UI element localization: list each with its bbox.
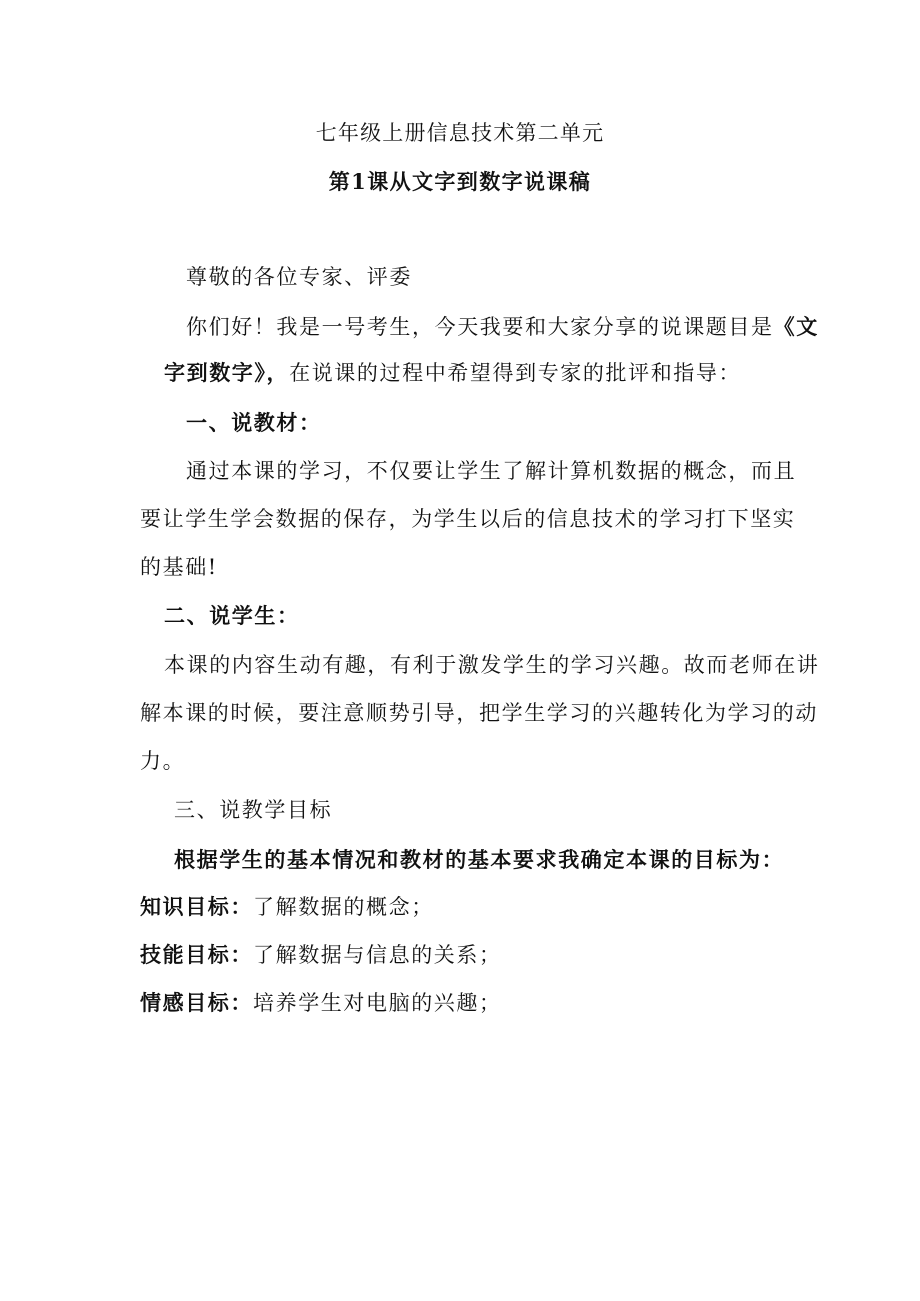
section-2-line: 解本课的时候，要注意顺势引导，把学生学习的兴趣转化为学习的动 — [140, 701, 818, 725]
section-2-heading: 二、说学生： — [164, 603, 300, 628]
goal-knowledge — [140, 892, 434, 922]
intro-line-2-text: 在说课的过程中希望得到专家的批评和指导： — [289, 361, 742, 385]
goal-text: 了解数据与信息的关系； — [253, 943, 502, 967]
intro-line-1-text: 你们好！我是一号考生，今天我要和大家分享的说课题目是 — [186, 315, 774, 339]
section-2-line: 力。 — [140, 749, 186, 773]
goal-emotion — [140, 988, 502, 1018]
document-subtitle: 第1课从文字到数字说课稿 — [328, 169, 592, 194]
goal-text: 培养学生对电脑的兴趣； — [253, 991, 502, 1015]
goal-label: 技能目标： — [140, 942, 253, 967]
section-1-line: 要让学生学会数据的保存，为学生以后的信息技术的学习打下坚实 — [140, 507, 796, 531]
intro-line-1 — [186, 312, 819, 342]
document-title: 七年级上册信息技术第二单元 — [315, 121, 605, 145]
greeting: 尊敬的各位专家、评委 — [186, 265, 412, 289]
intro-line-2-bold: 字到数字》， — [164, 360, 290, 385]
section-1-heading: 一、说教材： — [186, 410, 322, 435]
goal-text: 了解数据的概念； — [253, 895, 434, 919]
goal-label: 知识目标： — [140, 894, 253, 919]
section-3-heading: 三、说教学目标 — [174, 798, 333, 822]
section-2-line: 本课的内容生动有趣，有利于激发学生的学习兴趣。故而老师在讲 — [164, 653, 820, 677]
section-1-line: 的基础! — [140, 555, 218, 579]
goal-label: 情感目标： — [140, 990, 253, 1015]
goal-skill — [140, 940, 502, 970]
section-1-line: 通过本课的学习，不仅要让学生了解计算机数据的概念，而且 — [186, 459, 797, 483]
intro-line-2 — [164, 358, 741, 388]
section-3-lead: 根据学生的基本情况和教材的基本要求我确定本课的目标为： — [174, 847, 785, 872]
intro-line-1-bold: 《文 — [773, 314, 819, 339]
